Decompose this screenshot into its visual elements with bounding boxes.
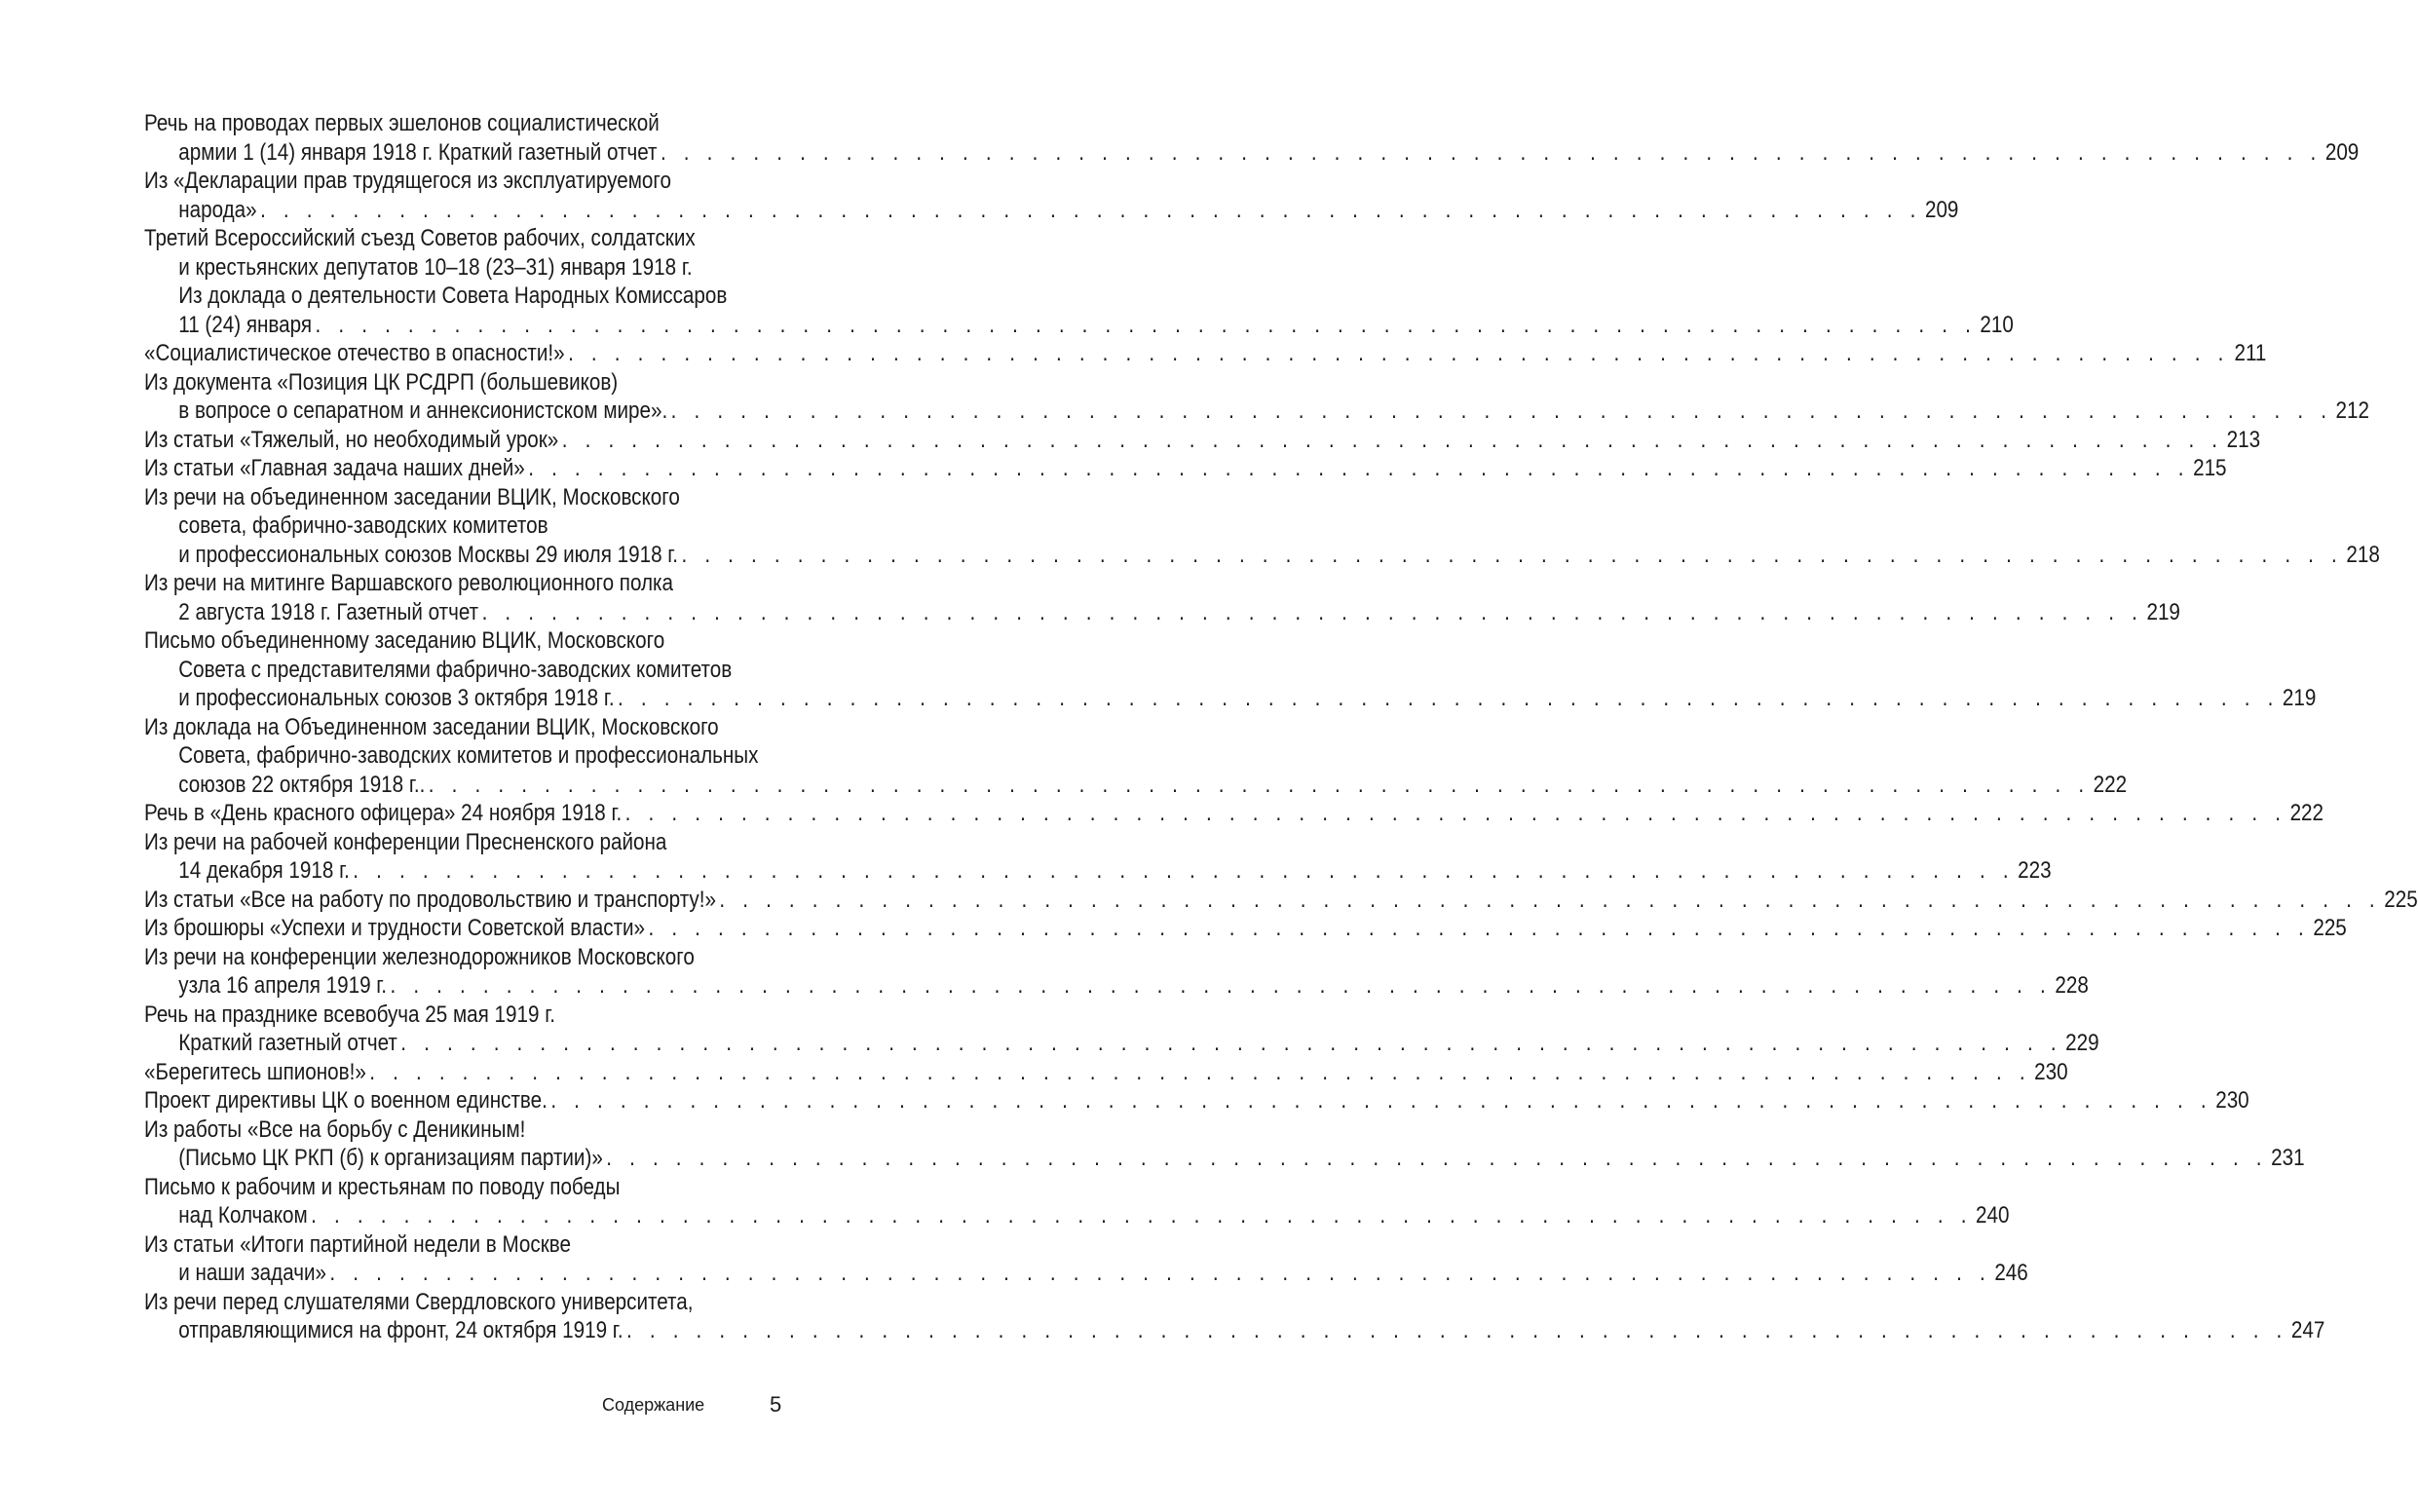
toc-entry-last-line: [144, 684, 2317, 713]
toc-entry-text: в вопросе о сепаратном и аннексионистском мире».: [178, 397, 668, 424]
toc-entry[interactable]: [144, 713, 2128, 800]
toc-entry-last-line: [144, 1029, 2099, 1058]
toc-entry[interactable]: [144, 1001, 2099, 1058]
toc-entry[interactable]: [144, 1173, 2010, 1230]
dot-leader: . . . . . . . . . . . . . . . . . . . . . . . . . . . . . . . . . . . . . . . . . . . . . . . . . . . . . . . . . . . . . . . . . . . . . . . .: [329, 1260, 1991, 1286]
toc-entry-text: Из «Декларации прав трудящегося из эксплуатируемого: [144, 168, 671, 194]
toc-entry-last-line: [144, 771, 2128, 800]
toc-entry-text: Из речи на объединенном заседании ВЦИК, Московского: [144, 483, 680, 510]
toc-entry-line: [144, 713, 873, 742]
toc-entry-last-line: [144, 1144, 2305, 1173]
toc-entry[interactable]: [144, 943, 2089, 1001]
toc-entry-text: Из статьи «Все на работу по продовольствию и транспорту!»: [144, 886, 716, 913]
dot-leader: . . . . . . . . . . . . . . . . . . . . . . . . . . . . . . . . . . . . . . . . . . . . . . . . . . . . . . . . . . . . . . . . . . . . . . . .: [315, 311, 1978, 338]
toc-entry-last-line: [144, 541, 2380, 570]
toc-entry-last-line: [144, 886, 2418, 915]
toc-entry[interactable]: [144, 368, 2369, 426]
toc-entry[interactable]: [144, 799, 2324, 828]
toc-entry-text: над Колчаком: [178, 1202, 308, 1228]
toc-entry-last-line: [144, 598, 2180, 627]
toc-entry-text: Из статьи «Тяжелый, но необходимый урок»: [144, 426, 559, 453]
toc-page-number: 222: [2093, 771, 2128, 798]
toc-entry-line: [144, 253, 873, 283]
toc-entry-text: Речь в «День красного офицера» 24 ноября 1918 г.: [144, 800, 623, 826]
dot-leader: . . . . . . . . . . . . . . . . . . . . . . . . . . . . . . . . . . . . . . . . . . . . . . . . . . . . . . . . . . . . . . . . . . . . . . . .: [625, 1317, 2288, 1343]
toc-entry-text: Третий Всероссийский съезд Советов рабочих, солдатских: [144, 225, 696, 251]
toc-entry[interactable]: [144, 224, 2014, 339]
toc-entry-last-line: [144, 856, 2052, 886]
toc-page-number: 230: [2034, 1058, 2068, 1085]
toc-entry[interactable]: [144, 1058, 2068, 1087]
toc-entry-text: Из работы «Все на борьбу с Деникиным!: [144, 1115, 526, 1143]
toc-entry-last-line: [144, 339, 2267, 368]
toc-entry-text: Из доклада о деятельности Совета Народных Комиссаров: [178, 283, 728, 309]
toc-entry-line: [144, 1001, 873, 1030]
toc-entry[interactable]: [144, 426, 2261, 455]
toc-entry-text: и наши задачи»: [178, 1260, 326, 1286]
toc-entry-last-line: [144, 1201, 2010, 1230]
toc-entry-line: [144, 224, 873, 253]
toc-entry-last-line: [144, 138, 2360, 168]
toc-entry-line: [144, 569, 873, 598]
toc-page-number: 229: [2065, 1030, 2099, 1056]
toc-entry-text: Краткий газетный отчет: [178, 1030, 397, 1056]
toc-entry-last-line: [144, 397, 2369, 426]
toc-entry-text: Речь на проводах первых эшелонов социалистической: [144, 110, 660, 136]
toc-entry-text: Из документа «Позиция ЦК РСДРП (большевиков): [144, 368, 619, 396]
toc-entry-line: [144, 282, 873, 311]
dot-leader: . . . . . . . . . . . . . . . . . . . . . . . . . . . . . . . . . . . . . . . . . . . . . . . . . . . . . . . . . . . . . . . . . . . . . . . .: [568, 340, 2230, 366]
dot-leader: . . . . . . . . . . . . . . . . . . . . . . . . . . . . . . . . . . . . . . . . . . . . . . . . . . . . . . . . . . . . . . . . . . . . . . . .: [428, 771, 2091, 798]
toc-entry-text: армии 1 (14) января 1918 г. Краткий газетный отчет: [178, 138, 658, 166]
toc-entry-line: [144, 741, 873, 771]
dot-leader: . . . . . . . . . . . . . . . . . . . . . . . . . . . . . . . . . . . . . . . . . . . . . . . . . . . . . . . . . . . . . . . . . . . . . . . .: [369, 1058, 2031, 1085]
dot-leader: . . . . . . . . . . . . . . . . . . . . . . . . . . . . . . . . . . . . . . . . . . . . . . . . . . . . . . . . . . . . . . . . . . . . . . . .: [311, 1202, 1973, 1228]
toc-entry-line: [144, 368, 873, 397]
toc-entry-last-line: [144, 914, 2347, 943]
toc-entry[interactable]: [144, 828, 2052, 886]
running-footer-title: Содержание: [602, 1395, 705, 1415]
dot-leader: . . . . . . . . . . . . . . . . . . . . . . . . . . . . . . . . . . . . . . . . . . . . . . . . . . . . . . . . . . . . . . . . . . . . . . . .: [481, 598, 2144, 625]
toc-entry-line: [144, 626, 873, 656]
toc-entry-text: Речь на празднике всевобуча 25 мая 1919 г.: [144, 1001, 555, 1028]
toc-entry-text: узла 16 апреля 1919 г.: [178, 972, 388, 999]
toc-entry-line: [144, 109, 873, 138]
toc-entry-text: союзов 22 октября 1918 г..: [178, 771, 426, 798]
toc-entry[interactable]: [144, 339, 2267, 368]
dot-leader: . . . . . . . . . . . . . . . . . . . . . . . . . . . . . . . . . . . . . . . . . . . . . . . . . . . . . . . . . . . . . . . . . . . . . . . .: [719, 886, 2381, 913]
toc-entry-last-line: [144, 426, 2261, 455]
dot-leader: . . . . . . . . . . . . . . . . . . . . . . . . . . . . . . . . . . . . . . . . . . . . . . . . . . . . . . . . . . . . . . . . . . . . . . . .: [550, 1087, 2212, 1114]
toc-entry-last-line: [144, 1259, 2028, 1288]
toc-entry-line: [144, 483, 873, 512]
toc-entry-line: [144, 167, 873, 196]
toc-entry[interactable]: [144, 914, 2347, 943]
dot-leader: . . . . . . . . . . . . . . . . . . . . . . . . . . . . . . . . . . . . . . . . . . . . . . . . . . . . . . . . . . . . . . . . . . . . . . . .: [561, 426, 2224, 453]
toc-entry-text: (Письмо ЦК РКП (б) к организациям партии)»: [178, 1145, 603, 1171]
dot-leader: . . . . . . . . . . . . . . . . . . . . . . . . . . . . . . . . . . . . . . . . . . . . . . . . . . . . . . . . . . . . . . . . . . . . . . . .: [400, 1030, 2062, 1056]
toc-entry-text: Письмо объединенному заседанию ВЦИК, Московского: [144, 627, 665, 654]
toc-page-number: 223: [2018, 857, 2052, 884]
toc-entry-line: [144, 656, 873, 685]
dot-leader: . . . . . . . . . . . . . . . . . . . . . . . . . . . . . . . . . . . . . . . . . . . . . . . . . . . . . . . . . . . . . . . . . . . . . . . .: [648, 915, 2310, 941]
toc-entry-text: народа»: [178, 196, 257, 223]
toc-entry[interactable]: [144, 109, 2360, 167]
toc-page-number: 215: [2193, 455, 2227, 481]
toc-entry-last-line: [144, 454, 2227, 483]
dot-leader: . . . . . . . . . . . . . . . . . . . . . . . . . . . . . . . . . . . . . . . . . . . . . . . . . . . . . . . . . . . . . . . . . . . . . . . .: [528, 455, 2190, 481]
toc-entry[interactable]: [144, 483, 2380, 570]
toc-entry-text: 14 декабря 1918 г.: [178, 857, 350, 884]
toc-entry-text: «Социалистическое отечество в опасности!»: [144, 340, 565, 366]
toc-entry-text: Из речи на конференции железнодорожников Московского: [144, 943, 695, 970]
dot-leader: . . . . . . . . . . . . . . . . . . . . . . . . . . . . . . . . . . . . . . . . . . . . . . . . . . . . . . . . . . . . . . . . . . . . . . . .: [390, 972, 2052, 999]
toc-entry-text: и профессиональных союзов 3 октября 1918 г.: [178, 685, 615, 711]
toc-entry-text: Проект директивы ЦК о военном единстве.: [144, 1087, 548, 1114]
toc-page-number: 209: [1924, 196, 1959, 223]
toc-entry-last-line: [144, 971, 2089, 1001]
toc-page-number: 210: [1980, 311, 2014, 338]
page-number: 5: [770, 1392, 782, 1417]
toc-entry[interactable]: [144, 454, 2227, 483]
toc-entry[interactable]: [144, 1230, 2028, 1288]
toc-page-number: 222: [2289, 800, 2324, 826]
toc-entry[interactable]: [144, 1115, 2305, 1173]
toc-page-number: 231: [2271, 1145, 2305, 1171]
toc-entry-text: Из статьи «Главная задача наших дней»: [144, 455, 525, 481]
toc-entry-line: [144, 511, 873, 541]
toc-page-number: 225: [2384, 886, 2418, 913]
toc-page-number: 240: [1976, 1202, 2010, 1228]
toc-entry-last-line: [144, 311, 2014, 340]
dot-leader: . . . . . . . . . . . . . . . . . . . . . . . . . . . . . . . . . . . . . . . . . . . . . . . . . . . . . . . . . . . . . . . . . . . . . . . .: [670, 397, 2333, 424]
toc-entry[interactable]: [144, 626, 2317, 713]
toc-entry-text: Совета с представителями фабрично-заводских комитетов: [178, 656, 733, 683]
dot-leader: . . . . . . . . . . . . . . . . . . . . . . . . . . . . . . . . . . . . . . . . . . . . . . . . . . . . . . . . . . . . . . . . . . . . . . . .: [260, 196, 1922, 223]
toc-entry-text: 2 августа 1918 г. Газетный отчет: [178, 598, 479, 625]
toc-entry-text: Из речи на митинге Варшавского революционного полка: [144, 570, 674, 596]
toc-entry[interactable]: [144, 569, 2180, 626]
dot-leader: . . . . . . . . . . . . . . . . . . . . . . . . . . . . . . . . . . . . . . . . . . . . . . . . . . . . . . . . . . . . . . . . . . . . . . . .: [606, 1145, 2268, 1171]
toc-page-number: 219: [2282, 685, 2317, 711]
toc-entry-last-line: [144, 196, 1959, 225]
toc-entry-text: Из брошюры «Успехи и трудности Советской власти»: [144, 915, 646, 941]
toc-entry-text: Письмо к рабочим и крестьянам по поводу победы: [144, 1173, 621, 1200]
dot-leader: . . . . . . . . . . . . . . . . . . . . . . . . . . . . . . . . . . . . . . . . . . . . . . . . . . . . . . . . . . . . . . . . . . . . . . . .: [660, 138, 2323, 166]
toc-entry-last-line: [144, 1058, 2068, 1087]
toc-entry-text: и профессиональных союзов Москвы 29 июля 1918 г.: [178, 541, 679, 568]
toc-entry-line: [144, 1115, 873, 1145]
toc-entry[interactable]: [144, 886, 2418, 915]
toc-page-number: 219: [2146, 598, 2180, 625]
toc-entry-text: Из речи перед слушателями Свердловского университета,: [144, 1288, 694, 1315]
dot-leader: . . . . . . . . . . . . . . . . . . . . . . . . . . . . . . . . . . . . . . . . . . . . . . . . . . . . . . . . . . . . . . . . . . . . . . . .: [618, 685, 2280, 711]
toc-page-number: 246: [1994, 1260, 2028, 1286]
toc-page-number: 228: [2055, 972, 2089, 999]
toc-page-number: 218: [2346, 541, 2380, 568]
toc-page-number: 209: [2324, 138, 2360, 166]
toc-entry-text: отправляющимися на фронт, 24 октября 1919 г.: [178, 1317, 623, 1343]
toc-entry[interactable]: [144, 167, 1959, 224]
toc-page-number: 212: [2335, 397, 2369, 424]
table-of-contents: [144, 109, 2418, 1345]
toc-entry[interactable]: [144, 1086, 2249, 1115]
toc-entry-text: и крестьянских депутатов 10–18 (23–31) января 1918 г.: [178, 253, 693, 281]
toc-entry-text: «Берегитесь шпионов!»: [144, 1058, 366, 1085]
toc-entry-line: [144, 1288, 873, 1317]
dot-leader: . . . . . . . . . . . . . . . . . . . . . . . . . . . . . . . . . . . . . . . . . . . . . . . . . . . . . . . . . . . . . . . . . . . . . . . .: [624, 800, 2287, 826]
toc-page-number: 230: [2215, 1087, 2249, 1114]
toc-page-number: 213: [2226, 426, 2261, 453]
toc-entry-line: [144, 828, 873, 857]
toc-entry-text: Совета, фабрично-заводских комитетов и профессиональных: [178, 742, 759, 769]
dot-leader: . . . . . . . . . . . . . . . . . . . . . . . . . . . . . . . . . . . . . . . . . . . . . . . . . . . . . . . . . . . . . . . . . . . . . . . .: [353, 857, 2015, 884]
toc-page-number: 247: [2290, 1317, 2325, 1343]
toc-entry-line: [144, 1173, 873, 1202]
toc-entry-text: 11 (24) января: [178, 311, 313, 338]
toc-entry-last-line: [144, 1316, 2325, 1345]
toc-entry-last-line: [144, 1086, 2249, 1115]
toc-page-number: 211: [2234, 340, 2267, 366]
toc-entry-last-line: [144, 799, 2324, 828]
toc-entry-line: [144, 1230, 873, 1260]
toc-page-number: 225: [2313, 915, 2347, 941]
dot-leader: . . . . . . . . . . . . . . . . . . . . . . . . . . . . . . . . . . . . . . . . . . . . . . . . . . . . . . . . . . . . . . . . . . . . . . . .: [681, 541, 2343, 568]
toc-entry-text: совета, фабрично-заводских комитетов: [178, 512, 548, 539]
toc-entry-text: Из статьи «Итоги партийной недели в Москве: [144, 1230, 571, 1258]
toc-entry[interactable]: [144, 1288, 2325, 1345]
toc-entry-text: Из доклада на Объединенном заседании ВЦИК, Московского: [144, 713, 719, 740]
toc-entry-line: [144, 943, 873, 972]
toc-entry-text: Из речи на рабочей конференции Пресненского района: [144, 828, 667, 855]
